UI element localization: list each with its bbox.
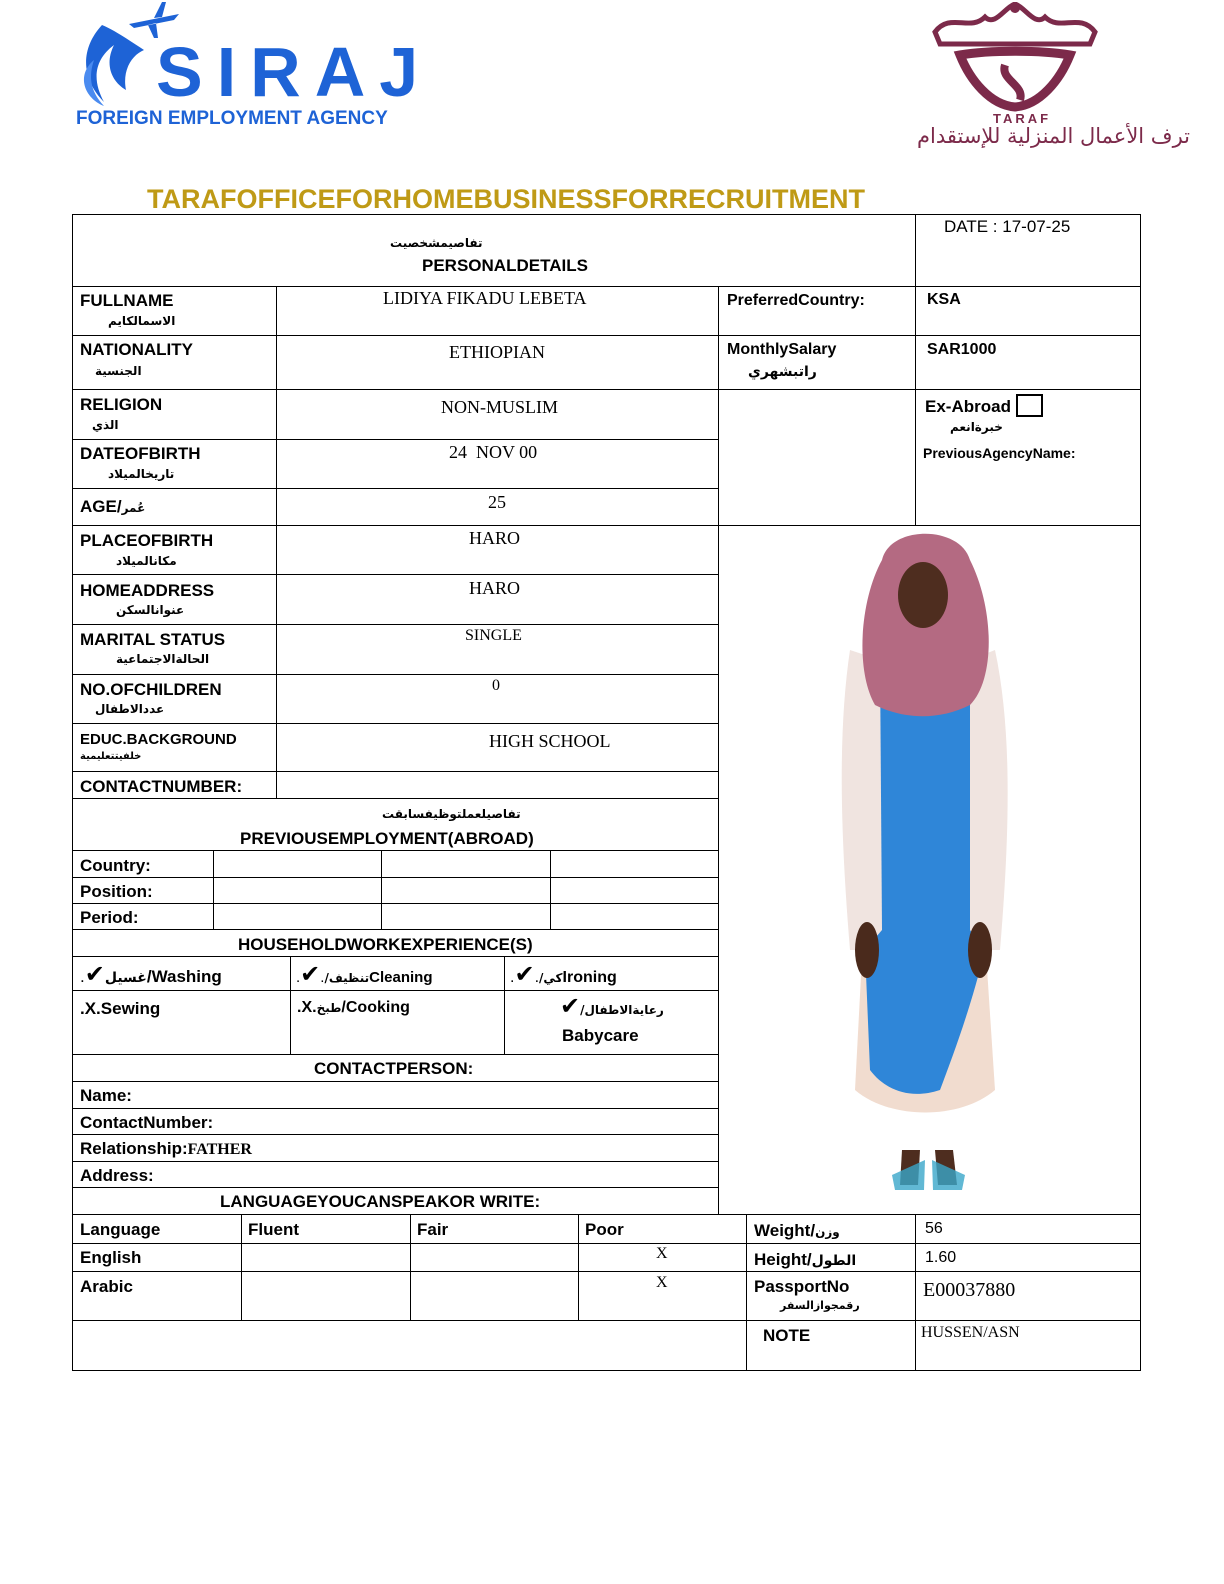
sewing-skill: .X.Sewing (80, 999, 161, 1018)
washing-skill: .✔غسيل/Washing (80, 961, 222, 988)
siraj-subtitle: FOREIGN EMPLOYMENT AGENCY (76, 108, 388, 129)
religion-value: NON-MUSLIM (441, 397, 558, 417)
relationship-field: Relationship:FATHER (80, 1139, 252, 1158)
height-value: 1.60 (925, 1249, 957, 1266)
marital-value: SINGLE (465, 627, 522, 644)
date-label: DATE : (944, 217, 998, 236)
prev-employment-arabic: تفاصيلعملتوظيفسابقت (382, 807, 521, 821)
language-header: Language (80, 1220, 161, 1239)
dob-arabic: تاريخالميلاد (108, 467, 175, 481)
date-field (944, 217, 1070, 237)
poor-header: Poor (585, 1220, 624, 1239)
height-field: Height/الطول (754, 1250, 857, 1269)
contact-address-label: Address: (80, 1166, 154, 1185)
check-icon: ✔ (300, 961, 321, 988)
arabic-poor-mark: X (656, 1274, 668, 1291)
household-title: HOUSEHOLDWORKEXPERIENCE(S) (238, 935, 533, 954)
dob-label: DATEOFBIRTH (80, 444, 201, 463)
pob-value: HARO (469, 528, 521, 548)
dob-value: 24 NOV 00 (449, 442, 538, 462)
crown-icon (930, 2, 1100, 47)
educ-label: EDUC.BACKGROUND (80, 731, 237, 748)
ex-abroad-label: Ex-Abroad (925, 397, 1011, 416)
language-english: English (80, 1248, 142, 1267)
contact-number-label: CONTACTNUMBER: (80, 777, 243, 796)
address-arabic: عنوانالسكن (116, 603, 185, 617)
marital-arabic: الحالةالاجتماعية (116, 652, 210, 666)
preferred-country-label: PreferredCountry: (727, 292, 865, 309)
children-label: NO.OFCHILDREN (80, 680, 222, 699)
nationality-label: NATIONALITY (80, 340, 194, 359)
contact-person-title: CONTACTPERSON: (314, 1059, 474, 1078)
address-value: HARO (469, 578, 521, 598)
age-label: AGE/ (80, 497, 122, 516)
note-label: NOTE (763, 1326, 811, 1345)
age-value: 25 (488, 492, 506, 512)
contact-name-label: Name: (80, 1086, 132, 1105)
ex-abroad-arabic: خبرةانعم (950, 420, 1003, 434)
pob-label: PLACEOFBIRTH (80, 531, 214, 550)
babycare-skill: ✔/رعايةالاطفال (560, 993, 664, 1020)
prev-country-label: Country: (80, 856, 151, 875)
prev-employment-title: PREVIOUSEMPLOYMENT(ABROAD) (240, 829, 534, 848)
babycare-label: Babycare (562, 1026, 639, 1045)
salary-value: SAR1000 (927, 341, 997, 358)
weight-field: Weight/وزن (754, 1221, 840, 1240)
ironing-skill: .✔./كيIroning (510, 961, 617, 988)
cleaning-skill: .✔./تنظيفCleaning (296, 961, 433, 988)
office-title: TARAFOFFICEFORHOMEBUSINESSFORRECRUITMENT (147, 184, 865, 214)
date-value: 17-07-25 (1002, 217, 1071, 236)
passport-label: PassportNo (754, 1277, 850, 1296)
children-arabic: عددالاطفال (95, 702, 165, 716)
educ-arabic: خلفيتتعليمية (80, 751, 142, 762)
nationality-arabic: الجنسية (95, 364, 142, 378)
age-field (80, 497, 145, 517)
candidate-photo-illustration (820, 530, 1030, 1195)
religion-arabic: الذي (92, 418, 119, 432)
passport-arabic: رقمجوازالسفر (780, 1299, 860, 1312)
address-label: HOMEADDRESS (80, 581, 215, 600)
language-title: LANGUAGEYOUCANSPEAKOR WRITE: (220, 1192, 541, 1211)
cooking-skill: .X.طبخ/Cooking (297, 999, 410, 1016)
children-value: 0 (492, 677, 500, 694)
religion-label: RELIGION (80, 395, 163, 414)
contact-number-person-label: ContactNumber: (80, 1113, 214, 1132)
pob-arabic: مكانالميلاد (116, 554, 177, 568)
language-arabic: Arabic (80, 1277, 133, 1296)
siraj-logo (74, 0, 433, 140)
passport-value: E00037880 (923, 1279, 1016, 1301)
fluent-header: Fluent (248, 1220, 299, 1239)
personal-details-title: PERSONALDETAILS (422, 256, 588, 275)
note-value: HUSSEN/ASN (921, 1324, 1020, 1341)
marital-label: MARITAL STATUS (80, 630, 226, 649)
taraf-emblem-icon (950, 45, 1080, 115)
check-icon: ✔ (514, 961, 535, 988)
preferred-country-value: KSA (927, 291, 961, 308)
check-icon: ✔ (560, 993, 581, 1020)
previous-agency-label: PreviousAgencyName: (923, 445, 1076, 461)
salary-label: MonthlySalary (727, 341, 837, 358)
fair-header: Fair (417, 1220, 449, 1239)
fullname-value: LIDIYA FIKADU LEBETA (383, 288, 587, 308)
fullname-arabic: الاسمالكايم (108, 314, 176, 328)
age-arabic: عُمر (121, 501, 146, 515)
nationality-value: ETHIOPIAN (449, 342, 545, 362)
prev-period-label: Period: (80, 908, 139, 927)
prev-position-label: Position: (80, 882, 153, 901)
check-icon: ✔ (84, 961, 105, 988)
taraf-wordmark: TARAF (993, 111, 1052, 126)
salary-arabic: راتبشهري (748, 364, 817, 380)
siraj-wordmark: SIRAJ (156, 33, 433, 111)
personal-details-arabic: تفاصيمشخصيت (390, 236, 483, 250)
weight-value: 56 (925, 1220, 943, 1237)
taraf-logo (830, 0, 1200, 160)
english-poor-mark: X (656, 1245, 668, 1262)
fullname-label: FULLNAME (80, 291, 174, 310)
ex-abroad-checkbox[interactable] (1016, 394, 1043, 417)
candidate-photo (820, 530, 1030, 1195)
taraf-arabic-name: ترف الأعمال المنزلية للإستقدام (917, 124, 1190, 148)
educ-value: HIGH SCHOOL (489, 731, 611, 751)
